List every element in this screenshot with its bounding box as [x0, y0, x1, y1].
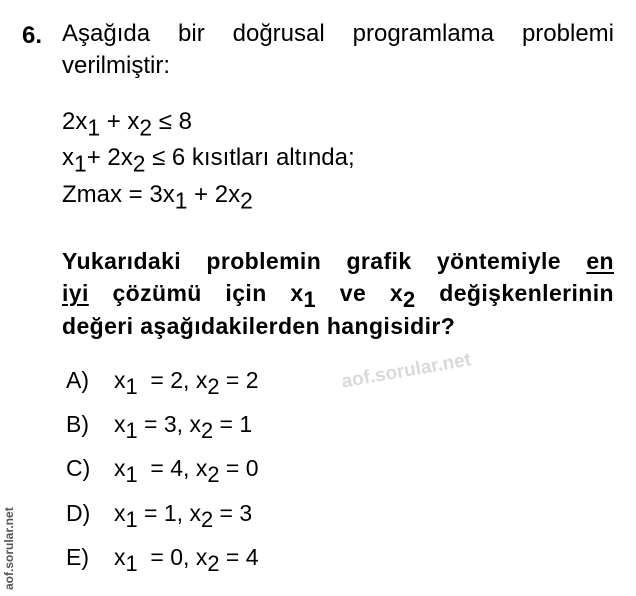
option-text: $x_1 = 3$, $x_2 = 1$ [114, 411, 253, 444]
prompt-word: grafik [346, 248, 412, 274]
prompt-variable: $x_2$ [389, 280, 416, 313]
prompt-word: Yukarıdaki [62, 248, 182, 274]
option-letter: B) [66, 411, 89, 437]
prompt-line2 [62, 280, 614, 313]
prompt-word: için [225, 280, 267, 306]
stem-word: programlama [352, 20, 495, 47]
objective-function: $Zmax = 3x_1 + 2x_2$ [62, 181, 253, 214]
prompt-word: değişkenlerinin [439, 280, 614, 306]
option-d[interactable] [66, 500, 253, 533]
watermark-side: aof.sorular.net [2, 507, 16, 590]
option-text: $x_1 = 4$, $x_2 = 0$ [114, 455, 259, 488]
constraint-2: $x_1+ 2x_2 \le 6$ kısıtları altında; [62, 144, 355, 177]
prompt-word: çözümü [112, 280, 202, 306]
stem-word: problemi [521, 20, 614, 47]
option-text: $x_1 = 2$, $x_2 = 2$ [114, 367, 259, 400]
option-letter: E) [66, 544, 89, 570]
option-e[interactable] [66, 544, 259, 577]
stem-word: doğrusal [232, 20, 325, 47]
prompt-underlined-word: en [586, 248, 614, 274]
question-number: 6. [22, 22, 43, 49]
option-a[interactable] [66, 367, 259, 400]
stem-word: bir [178, 20, 205, 47]
prompt-word: ve [339, 280, 367, 306]
option-letter: A) [66, 367, 89, 393]
option-b[interactable] [66, 411, 253, 444]
watermark-center: aof.sorular.net [340, 349, 473, 393]
prompt-underlined-word: iyi [62, 280, 89, 306]
prompt-line3: değeri aşağıdakilerden hangisidir? [62, 313, 456, 339]
prompt-line1 [62, 248, 614, 275]
constraint-1: $2x_1 + x_2 \le 8$ [62, 108, 192, 141]
option-text: $x_1 = 1$, $x_2 = 3$ [114, 500, 253, 533]
option-letter: C) [66, 455, 91, 481]
question-stem-line2: verilmiştir: [62, 52, 170, 79]
question-stem-line1 [62, 20, 614, 48]
prompt-variable: $x_1$ [290, 280, 317, 313]
prompt-word: yöntemiyle [436, 248, 561, 274]
stem-word: Aşağıda [62, 20, 151, 47]
option-c[interactable] [66, 455, 259, 488]
option-text: $x_1 = 0$, $x_2 = 4$ [114, 544, 259, 577]
prompt-word: problemin [206, 248, 322, 274]
option-letter: D) [66, 500, 91, 526]
